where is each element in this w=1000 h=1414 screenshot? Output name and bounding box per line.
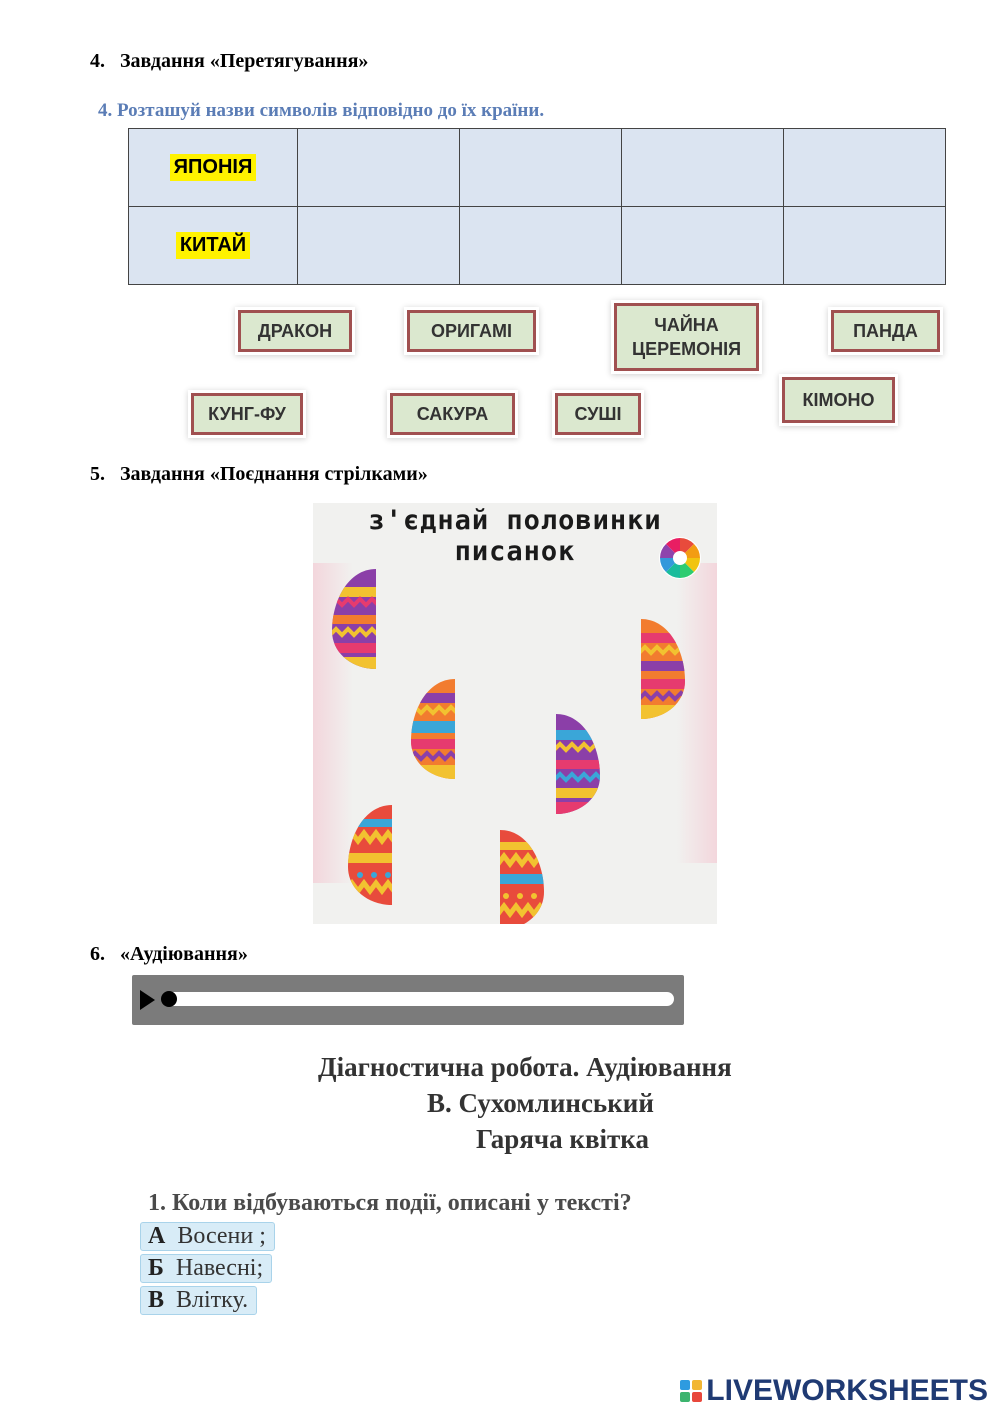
- task4-number: 4.: [90, 50, 105, 72]
- question-text: 1. Коли відбуваються події, описані у тексті?: [148, 1190, 632, 1216]
- egg-half-right-2[interactable]: [554, 714, 602, 814]
- drop-zone[interactable]: [298, 207, 460, 285]
- audio-player: [132, 975, 684, 1025]
- task5-heading: [90, 463, 428, 486]
- word-tile-origami[interactable]: ОРИГАМІ: [407, 310, 536, 352]
- word-tile-sushi[interactable]: СУШІ: [555, 393, 641, 435]
- egg-half-left-3[interactable]: [346, 805, 394, 905]
- liveworksheets-logo-icon: [680, 1380, 702, 1402]
- answer-option-a[interactable]: [140, 1222, 275, 1251]
- option-text: Влітку.: [176, 1287, 249, 1313]
- brand-footer: [680, 1374, 988, 1408]
- audio-progress-thumb[interactable]: [161, 991, 177, 1007]
- word-tile-panda[interactable]: ПАНДА: [831, 310, 940, 352]
- listening-title: Діагностична робота. Аудіювання: [318, 1052, 732, 1082]
- play-icon[interactable]: [140, 990, 155, 1010]
- word-tile-kimono[interactable]: КІМОНО: [782, 377, 895, 423]
- country-label-japan: ЯПОНІЯ: [170, 154, 257, 181]
- drop-zone[interactable]: [622, 129, 784, 207]
- option-letter: В: [148, 1287, 165, 1313]
- listening-author: В. Сухомлинський: [427, 1088, 654, 1118]
- logo-square: [680, 1392, 690, 1402]
- country-cell-china: [129, 207, 298, 285]
- image-title-line2: писанок: [454, 536, 576, 567]
- audio-progress-track[interactable]: [166, 992, 674, 1006]
- task5-heading-text: Завдання «Поєднання стрілками»: [120, 463, 428, 485]
- country-label-china: КИТАЙ: [176, 232, 250, 259]
- task4-heading-text: Завдання «Перетягування»: [120, 50, 369, 72]
- drop-zone[interactable]: [622, 207, 784, 285]
- sorting-grid: [128, 128, 946, 285]
- word-tile-tea-line2: ЦЕРЕМОНІЯ: [631, 339, 742, 359]
- country-cell-japan: [129, 129, 298, 207]
- color-wheel-icon: [657, 535, 703, 581]
- task6-heading-text: «Аудіювання»: [120, 943, 248, 965]
- drop-zone[interactable]: [460, 129, 622, 207]
- brand-name: LIVEWORKSHEETS: [706, 1374, 988, 1407]
- drop-zone[interactable]: [784, 129, 946, 207]
- egg-halves-image: [313, 503, 717, 924]
- task4-heading: [90, 50, 368, 73]
- grid-row-japan: [129, 129, 946, 207]
- egg-half-right-1[interactable]: [639, 619, 687, 719]
- option-letter: Б: [148, 1255, 164, 1281]
- drop-zone[interactable]: [460, 207, 622, 285]
- egg-half-left-1[interactable]: [330, 569, 378, 669]
- option-text: Навесні;: [175, 1255, 264, 1281]
- word-tile-dragon[interactable]: ДРАКОН: [238, 310, 352, 352]
- answer-option-b[interactable]: [140, 1254, 272, 1283]
- task5-number: 5.: [90, 463, 105, 485]
- word-tile-sakura[interactable]: САКУРА: [390, 393, 515, 435]
- word-tile-kungfu[interactable]: КУНГ-ФУ: [191, 393, 303, 435]
- option-letter: А: [148, 1223, 166, 1249]
- egg-half-right-3[interactable]: [498, 830, 546, 924]
- egg-half-left-2[interactable]: [409, 679, 457, 779]
- option-text: Восени ;: [177, 1223, 266, 1249]
- listening-story-title: Гаряча квітка: [476, 1124, 649, 1154]
- answer-option-c[interactable]: [140, 1286, 257, 1315]
- grid-row-china: [129, 207, 946, 285]
- logo-square: [692, 1380, 702, 1390]
- word-tile-tea-line1: ЧАЙНА: [654, 314, 719, 335]
- logo-square: [692, 1392, 702, 1402]
- image-title-line1: з'єднай половинки: [368, 505, 662, 536]
- task6-number: 6.: [90, 943, 105, 965]
- drop-zone[interactable]: [298, 129, 460, 207]
- task4-instruction: 4. Розташуй назви символів відповідно до їх країни.: [98, 100, 545, 121]
- task6-heading: [90, 943, 248, 966]
- drop-zone[interactable]: [784, 207, 946, 285]
- word-tile-tea-ceremony[interactable]: [614, 303, 759, 371]
- logo-square: [680, 1380, 690, 1390]
